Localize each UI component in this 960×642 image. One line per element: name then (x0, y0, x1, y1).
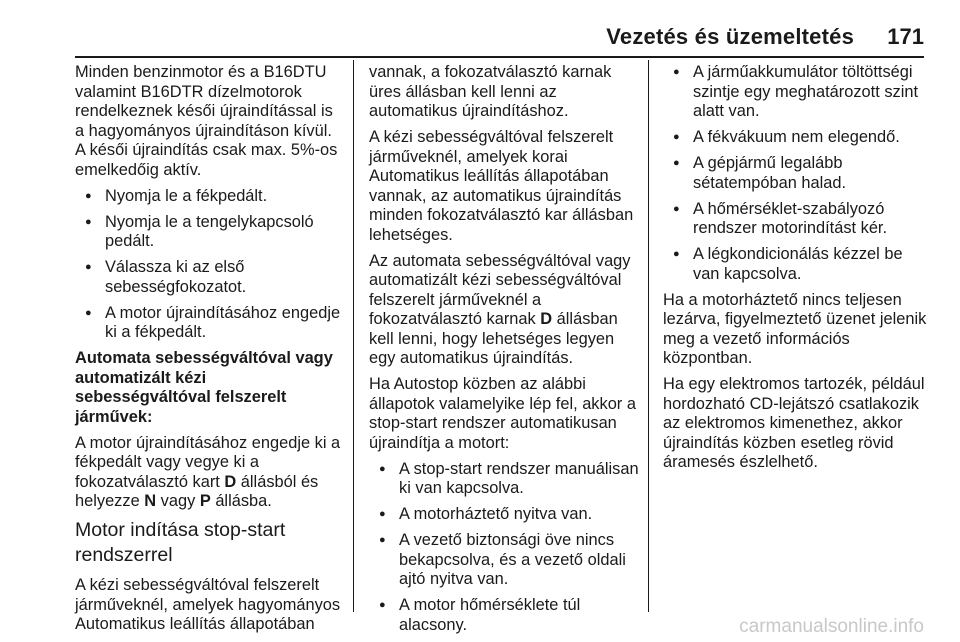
column-3 (663, 63, 929, 479)
paragraph: vannak, a fokozatválasztó karnak üres állásban kell lenni az automatikus újraindításhoz. (369, 63, 612, 120)
column-divider-1 (353, 60, 354, 612)
list-item: ● A motor hőmérséklete túl alacsony. (369, 596, 639, 635)
automatic-transmission-subheading: Automata sebességváltóval vagy automatizált kézi sebességváltóval felszerelt járművek: (75, 349, 333, 426)
intro-paragraph: Minden benzinmotor és a B16DTU valamint B16DTR dízelmotorok rendelkeznek késői újraindítással is a hagyományos újraindításon kívül. A késői újraindítás csak max. 5%-os emelkedőig aktív. (75, 63, 338, 179)
autostop-conditions-list-continued (663, 63, 929, 284)
list-item: ● A légkondicionálás kézzel be van kapcsolva. (663, 245, 929, 284)
list-item: ● A motorháztető nyitva van. (369, 505, 639, 525)
column-2 (369, 63, 639, 642)
paragraph: Az automata sebességváltóval vagy automatizált kézi sebességváltóval felszerelt járműveknél a fokozatválasztó karnak D állásban kell lenni, hogy lehetséges legyen egy automatikus újraindítás. (369, 251, 631, 367)
section-title: Vezetés és üzemeltetés (606, 24, 854, 49)
list-item: ● A gépjármű legalább sétatempóban halad. (663, 154, 929, 193)
list-item: ● A stop-start rendszer manuálisan ki van kapcsolva. (369, 460, 639, 499)
list-item: ● A motor újraindításához engedje ki a fékpedált. (75, 304, 343, 343)
header-rule (75, 56, 924, 58)
list-item: ● Nyomja le a fékpedált. (75, 187, 343, 207)
paragraph: Ha a motorháztető nincs teljesen lezárva, figyelmeztető üzenet jelenik meg a vezető információs központban. (663, 290, 927, 367)
page-number: 171 (887, 24, 924, 49)
section-heading: Motor indítása stop-start rendszerrel (75, 519, 286, 566)
watermark: carmanualsonline.info (739, 616, 924, 637)
restart-steps-list (75, 187, 343, 343)
list-item: ● Nyomja le a tengelykapcsoló pedált. (75, 213, 343, 252)
column-1 (75, 63, 343, 641)
autostop-conditions-list (369, 460, 639, 636)
paragraph: Ha egy elektromos tartozék, például hordozható CD-lejátszó csatlakozik az elektromos kimenethez, akkor újraindítás közben esetleg rövid áramesés észlelhető. (663, 375, 925, 471)
autostop-conditions-intro: Ha Autostop közben az alábbi állapotok valamelyike lép fel, akkor a stop-start rendszer automatikusan újraindítja a motort: (369, 375, 636, 452)
manual-transmission-paragraph: A kézi sebességváltóval felszerelt járműveknél, amelyek hagyományos Automatikus leállítás állapotában (75, 576, 341, 633)
automatic-restart-paragraph: A motor újraindításához engedje ki a fékpedált vagy vegye ki a fokozatválasztó kart D állásból és helyezze N vagy P állásba. (75, 433, 341, 510)
page-header (0, 0, 960, 56)
list-item: ● Válassza ki az első sebességfokozatot. (75, 258, 343, 297)
list-item: ● A vezető biztonsági öve nincs bekapcsolva, és a vezető oldali ajtó nyitva van. (369, 531, 639, 590)
paragraph: A kézi sebességváltóval felszerelt járműveknél, amelyek korai Automatikus leállítás állapotában vannak, az automatikus újraindítás minden fokozatválasztó kar állásban lehetséges. (369, 128, 634, 244)
list-item: ● A hőmérséklet-szabályozó rendszer motorindítást kér. (663, 200, 929, 239)
column-divider-2 (648, 60, 649, 612)
list-item: ● A fékvákuum nem elegendő. (663, 128, 929, 148)
list-item: ● A járműakkumulátor töltöttségi szintje egy meghatározott szint alatt van. (663, 63, 929, 122)
